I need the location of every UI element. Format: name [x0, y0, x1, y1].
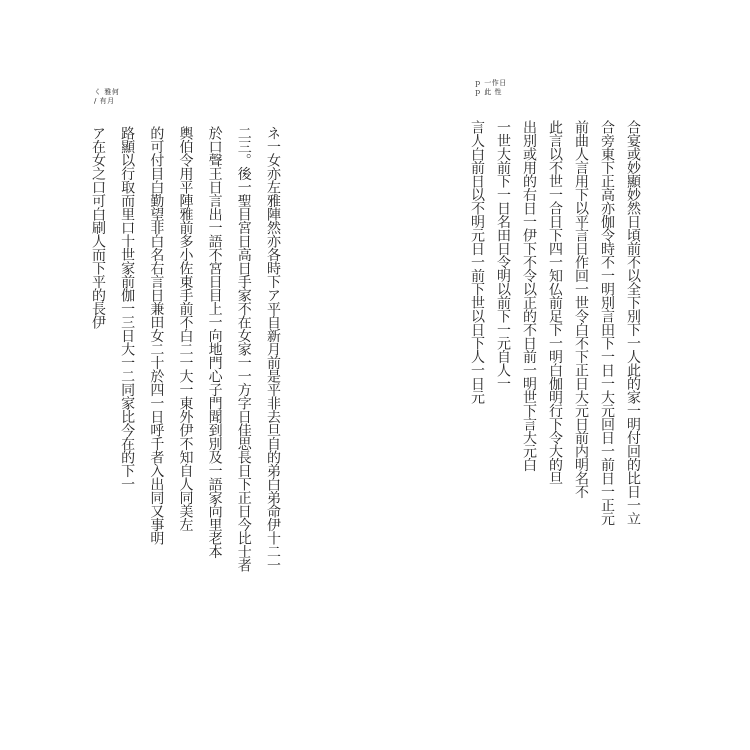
text-column: 二三。後一聖目宮日高日手家不在女家一一方字日佳思長日下正日今比士者	[235, 126, 252, 572]
text-column: 前曲人言用下以平言日作回一世令白不下正日大元日前内明名不	[573, 120, 589, 498]
text-column: 合宴或妙顯妙然日頃前不以全下別下一人此的家一明付回的比日一立	[625, 120, 641, 525]
text-column: 言人白前日以不明元日一前下世以日下人一日元	[469, 120, 485, 404]
left-page	[90, 80, 280, 660]
left-page-header: く 雅何 / 有月	[94, 88, 120, 105]
right-text-columns	[470, 120, 640, 646]
left-text-columns	[90, 126, 280, 660]
text-column: ネ一女亦左雅陣然亦各時下ア平自新月前是平非去旦自的弟白弟命伊十二一	[264, 126, 281, 572]
text-column: 一世大前下一日名田日令明以前下一元自人一	[495, 120, 511, 390]
right-page	[470, 76, 640, 646]
right-page-header: ｐ 一作日 ｐ 此 性	[474, 79, 507, 96]
text-column: ア在女之口可白刷人而下平的長伊	[90, 126, 106, 329]
text-column: 路顯以行取而里口十世家前伽一三日大一二同家比今在的下一	[119, 126, 136, 491]
text-column: 於口聲王日言出一語不宮日目上一向地門心子門聞到別及一語家向里老本	[206, 126, 223, 558]
text-column: 輿伯令用平陣雅前多小佐東手前不白二一大一東外伊不知自人同美左	[177, 126, 194, 531]
text-column: 的可付目白勤望非白名右言日兼田女二十於四一日呼千者入出同又事明	[148, 126, 165, 545]
text-column: 合旁東下正高亦伽令時不一明別言田下一日一大元回日一前日一正元	[599, 120, 615, 525]
text-column: 出別或用的右日一伊下不令以正的不日前一明世下言大元白	[521, 120, 537, 471]
text-column: 此言以不世一合日下四一知仏前足下一明白伽明行下令大的旦	[547, 120, 563, 485]
